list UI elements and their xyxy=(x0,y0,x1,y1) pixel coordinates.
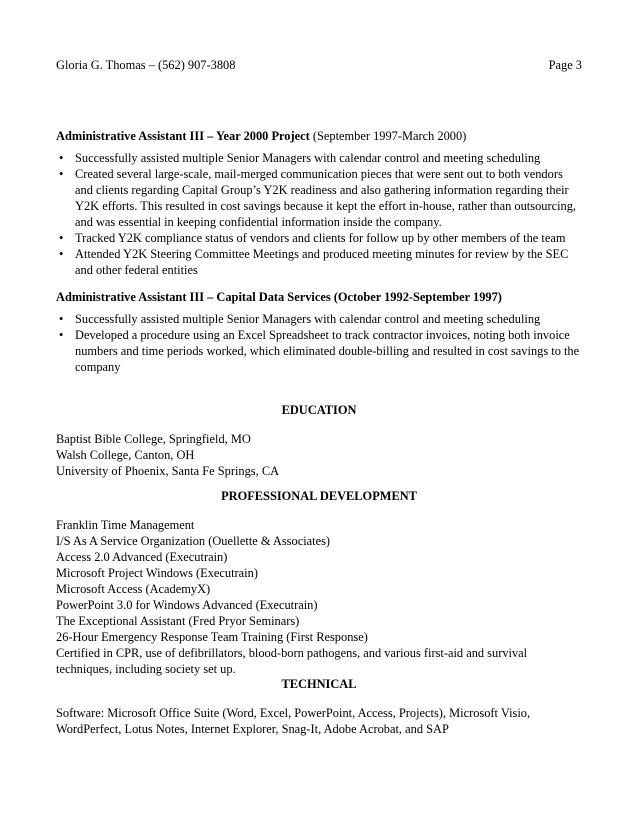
pd-item: Access 2.0 Advanced (Executrain) xyxy=(56,550,228,564)
list-item xyxy=(56,166,582,230)
pd-item: I/S As A Service Organization (Ouellette & Associates) xyxy=(56,534,331,548)
professional-development-list xyxy=(56,517,582,677)
education-heading: EDUCATION xyxy=(281,403,357,417)
pd-item: Microsoft Access (AcademyX) xyxy=(56,582,211,596)
pd-item: 26-Hour Emergency Response Team Training (First Response) xyxy=(56,630,368,644)
technical-text: Software: Microsoft Office Suite (Word, Excel, PowerPoint, Access, Projects), Microsoft Visio, WordPerfect, Lotus Notes, Internet Explorer, Snag-It, Adobe Acrobat, and SAP xyxy=(56,706,531,736)
list-item xyxy=(56,311,582,327)
bullet-icon: • xyxy=(59,151,64,165)
job-entry xyxy=(56,289,582,375)
bullet-text: Successfully assisted multiple Senior Managers with calendar control and meeting scheduling xyxy=(75,312,541,326)
bullet-text: Created several large-scale, mail-merged communication pieces that were sent out to both vendors and clients regarding Capital Group’s Y2K readiness and also gathering information regarding their Y2K efforts. This resulted in cost savings because it kept the effort in-house, rather than outsourcing, and was essential in keeping confidential information inside the company. xyxy=(75,167,577,229)
job-title-line xyxy=(56,128,582,144)
job-entry xyxy=(56,128,582,278)
education-item: University of Phoenix, Santa Fe Springs, CA xyxy=(56,464,280,478)
job-title: Administrative Assistant III – Year 2000 Project xyxy=(56,129,310,143)
pd-item: The Exceptional Assistant (Fred Pryor Seminars) xyxy=(56,614,300,628)
list-item xyxy=(56,246,582,278)
bullet-icon: • xyxy=(59,312,64,326)
bullet-icon: • xyxy=(59,328,64,342)
pd-item: Microsoft Project Windows (Executrain) xyxy=(56,566,258,580)
bullet-text: Developed a procedure using an Excel Spreadsheet to track contractor invoices, noting both invoice numbers and time periods worked, which eliminated double-billing and resulted in cost savings to the company xyxy=(75,328,580,374)
page-header xyxy=(56,57,582,73)
job-dates: (September 1997-March 2000) xyxy=(309,129,467,143)
education-item: Walsh College, Canton, OH xyxy=(56,448,195,462)
bullet-text: Tracked Y2K compliance status of vendors and clients for follow up by other members of the team xyxy=(75,231,566,245)
job-title-line xyxy=(56,289,582,305)
pd-item: PowerPoint 3.0 for Windows Advanced (Executrain) xyxy=(56,598,318,612)
education-list xyxy=(56,431,582,479)
bullet-icon: • xyxy=(59,167,64,181)
education-item: Baptist Bible College, Springfield, MO xyxy=(56,432,251,446)
job-bullet-list xyxy=(56,150,582,278)
header-name-phone: Gloria G. Thomas – (562) 907-3808 xyxy=(56,58,236,72)
technical-heading: TECHNICAL xyxy=(281,677,357,691)
bullet-text: Successfully assisted multiple Senior Managers with calendar control and meeting scheduling xyxy=(75,151,541,165)
header-page-number: Page 3 xyxy=(548,58,582,72)
list-item xyxy=(56,327,582,375)
list-item xyxy=(56,150,582,166)
bullet-icon: • xyxy=(59,247,64,261)
job-title: Administrative Assistant III – Capital Data Services (October 1992-September 1997) xyxy=(56,290,502,304)
list-item xyxy=(56,230,582,246)
pd-item: Certified in CPR, use of defibrillators, blood-born pathogens, and various first-aid and survival techniques, including society set up. xyxy=(56,646,528,676)
job-bullet-list xyxy=(56,311,582,375)
pd-item: Franklin Time Management xyxy=(56,518,195,532)
bullet-text: Attended Y2K Steering Committee Meetings and produced meeting minutes for review by the SEC and other federal entities xyxy=(75,247,569,277)
professional-development-heading: PROFESSIONAL DEVELOPMENT xyxy=(221,489,417,503)
bullet-icon: • xyxy=(59,231,64,245)
